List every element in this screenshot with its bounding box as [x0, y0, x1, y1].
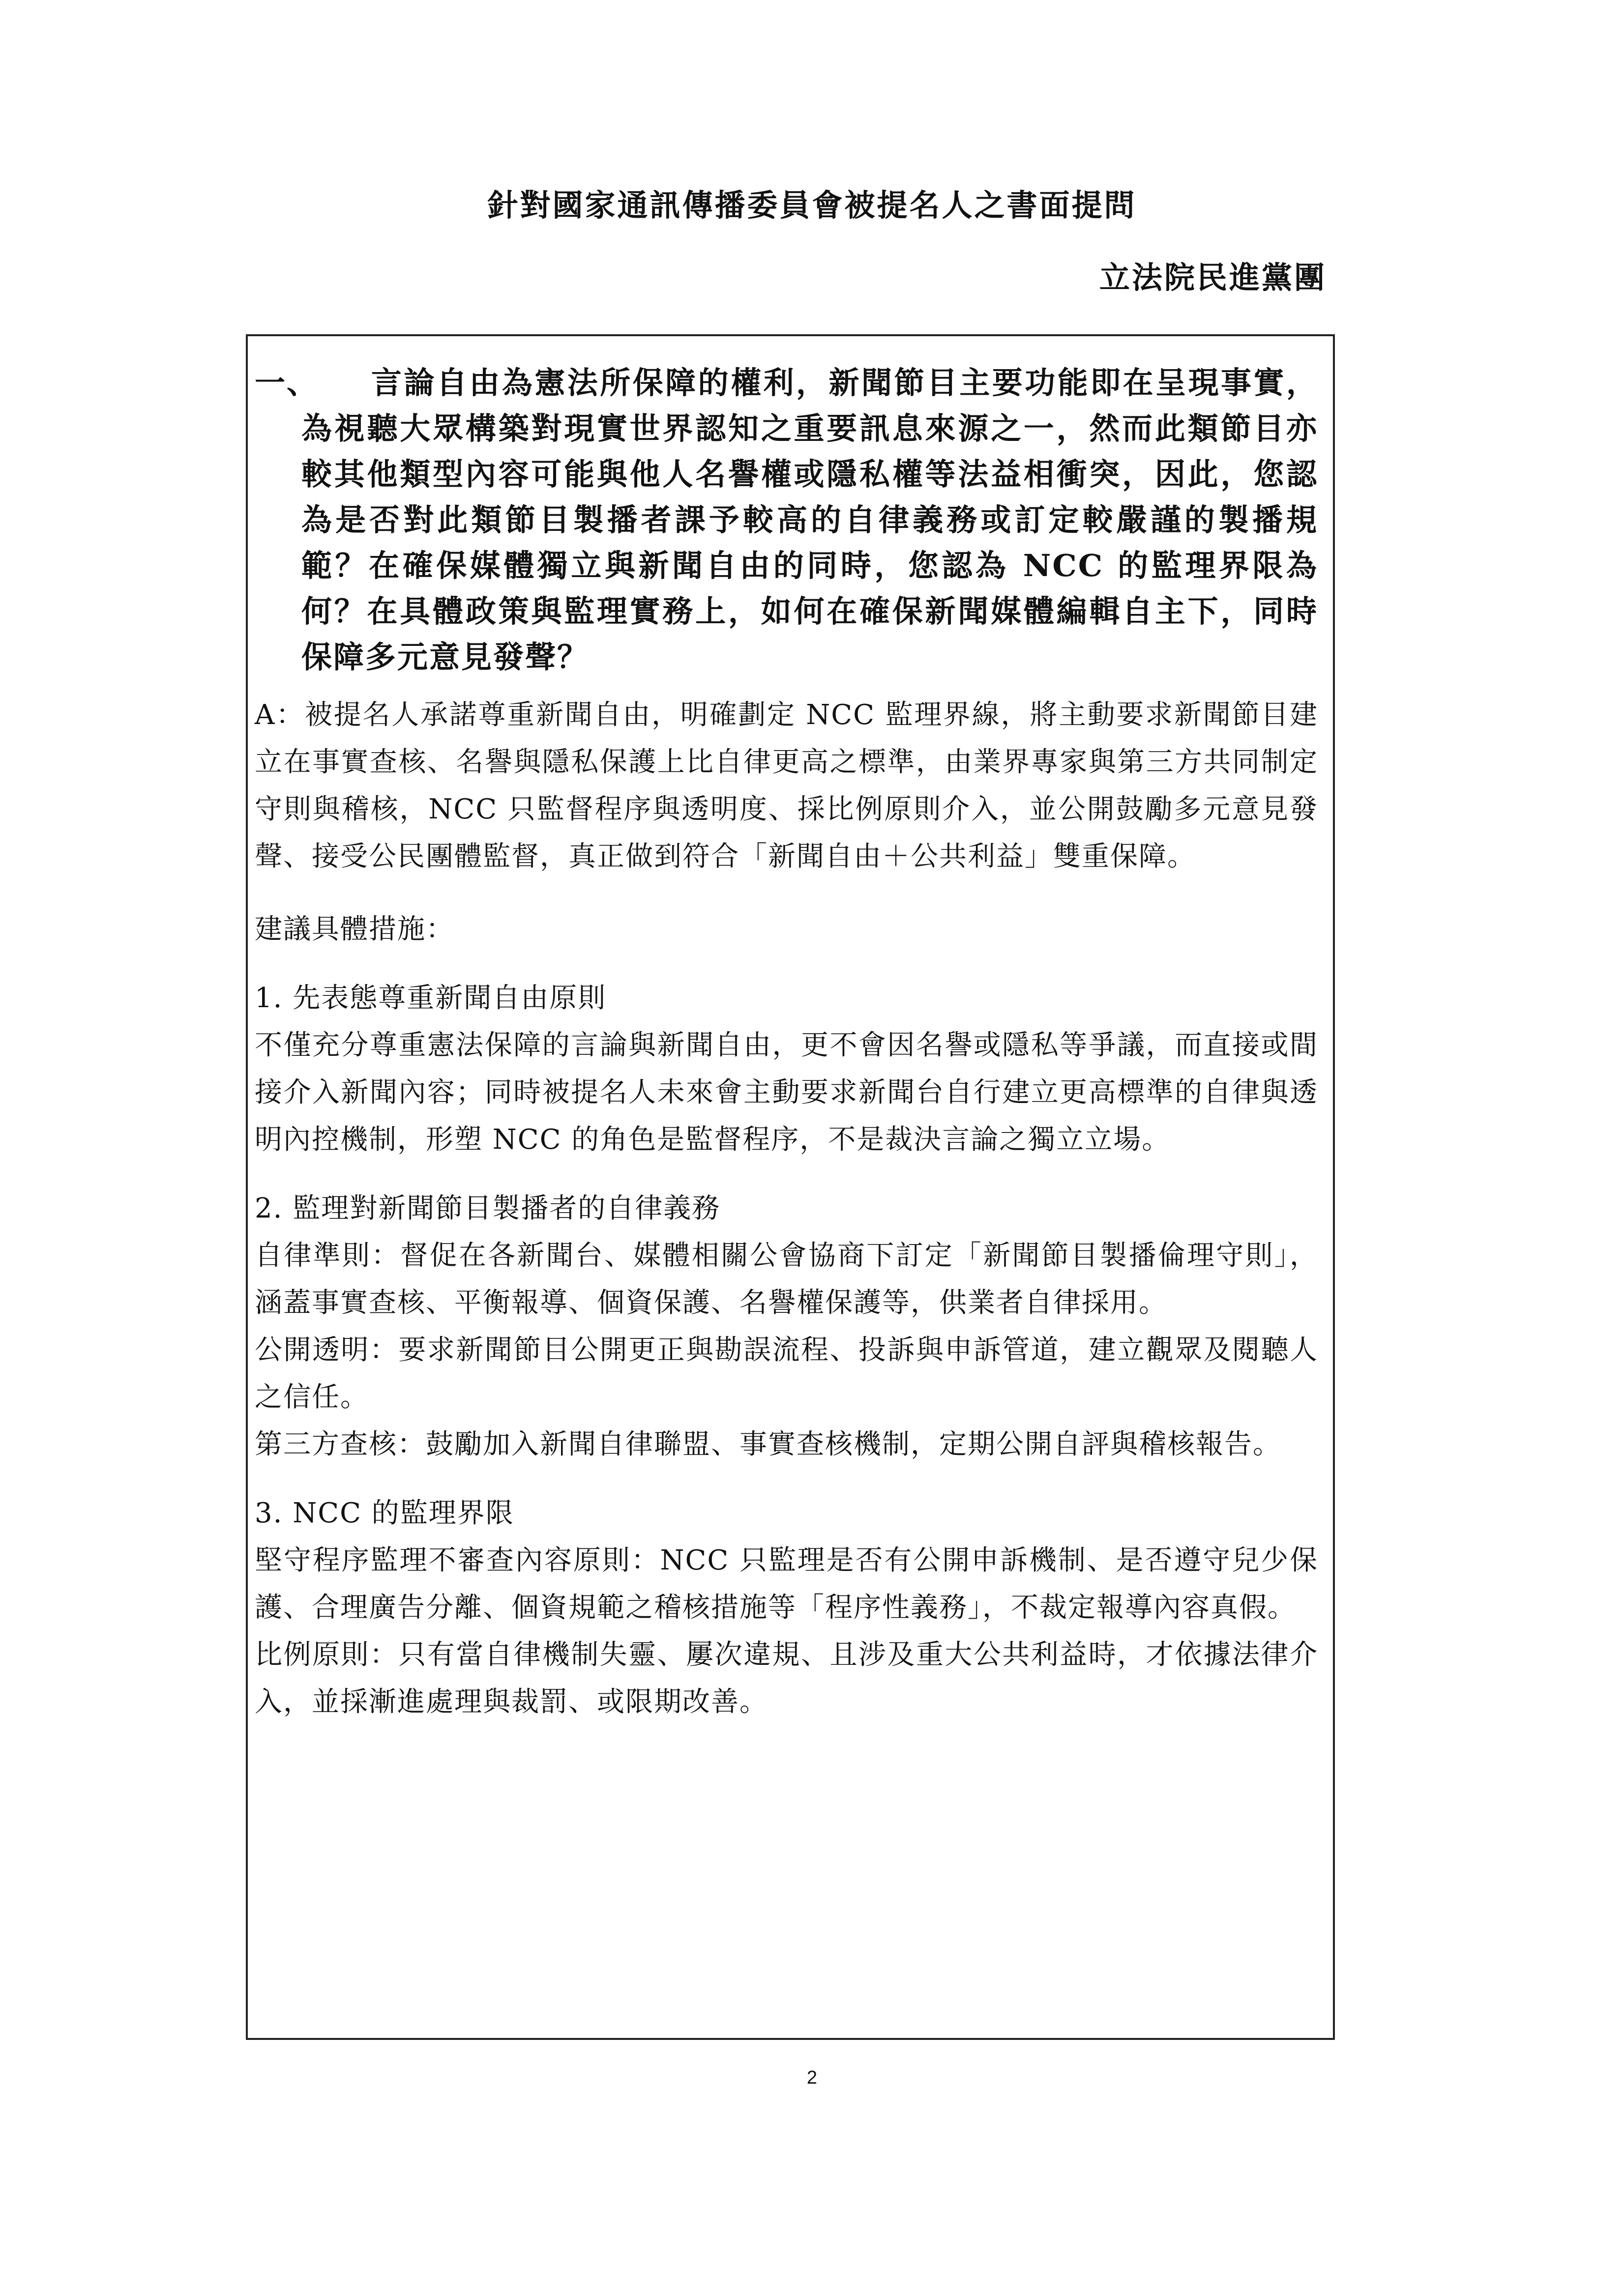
measure-item-2: [255, 1185, 1318, 1468]
measure-heading: 3. NCC 的監理界限: [255, 1497, 514, 1529]
measure-text: 堅守程序監理不審查內容原則：NCC 只監理是否有公開申訴機制、是否遵守兒少保護、合理廣告分離、個資規範之稽核措施等「程序性義務」，不裁定報導內容真假。: [255, 1544, 1318, 1624]
measure-text: 自律準則：督促在各新聞台、媒體相關公會協商下訂定「新聞節目製播倫理守則」，涵蓋事實查核、平衡報導、個資保護、名譽權保護等，供業者自律採用。: [255, 1240, 1318, 1319]
answer-summary: A：被提名人承諾尊重新聞自由，明確劃定 NCC 監理界線，將主動要求新聞節目建立在事實查核、名譽與隱私保護上比自律更高之標準，由業界專家與第三方共同制定守則與稽核，NCC 只監督程序與透明度、採比例原則介入，並公開鼓勵多元意見發聲、接受公民團體監督，真正做到符合「新聞自由＋公共利益」雙重保障。: [255, 699, 1318, 872]
measure-text: 公開透明：要求新聞節目公開更正與勘誤流程、投訴與申訴管道，建立觀眾及閱聽人之信任。: [255, 1334, 1318, 1413]
box-content: [255, 360, 1318, 1726]
question-number: 一、: [255, 365, 319, 401]
measure-heading: 1. 先表態尊重新聞自由原則: [255, 982, 607, 1014]
answer-section: [255, 692, 1318, 1726]
document-title: 針對國家通訊傳播委員會被提名人之書面提問: [487, 187, 1137, 223]
measures-label: 建議具體措施：: [255, 913, 454, 945]
issuing-organization: 立法院民進黨團: [1099, 260, 1327, 295]
measure-text: 不僅充分尊重憲法保障的言論與新聞自由，更不會因名譽或隱私等爭議，而直接或間接介入新聞內容；同時被提名人未來會主動要求新聞台自行建立更高標準的自律與透明內控機制，形塑 NCC 的角色是監督程序，不是裁決言論之獨立立場。: [255, 1029, 1318, 1156]
question-paragraph: [255, 360, 1318, 680]
measure-text: 比例原則：只有當自律機制失靈、屢次違規、且涉及重大公共利益時，才依據法律介入，並採漸進處理與裁罰、或限期改善。: [255, 1639, 1318, 1718]
page-number: 2: [806, 2067, 818, 2088]
question-text: 言論自由為憲法所保障的權利，新聞節目主要功能即在呈現事實，為視聽大眾構築對現實世界認知之重要訊息來源之一，然而此類節目亦較其他類型內容可能與他人名譽權或隱私權等法益相衝突，因此，您認為是否對此類節目製播者課予較高的自律義務或訂定較嚴謹的製播規範？在確保媒體獨立與新聞自由的同時，您認為 NCC 的監理界限為何？在具體政策與監理實務上，如何在確保新聞媒體編輯自主下，同時保障多元意見發聲？: [301, 365, 1318, 675]
measure-heading: 2. 監理對新聞節目製播者的自律義務: [255, 1192, 721, 1224]
question-answer-box: [246, 334, 1335, 2040]
measure-item-1: [255, 975, 1318, 1163]
measure-text: 第三方查核：鼓勵加入新聞自律聯盟、事實查核機制，定期公開自評與稽核報告。: [255, 1428, 1281, 1460]
measure-item-3: [255, 1490, 1318, 1726]
